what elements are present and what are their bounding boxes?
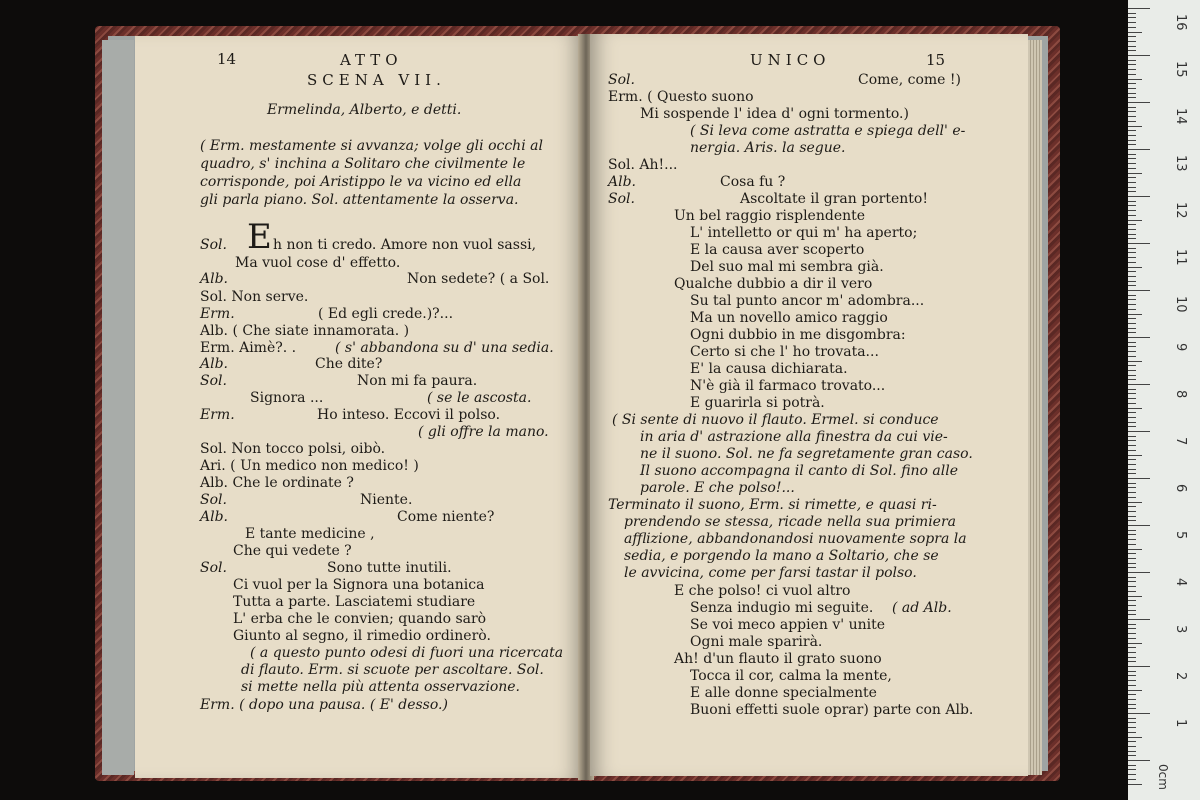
verse-line: Se voi meco appien v' unite <box>690 617 886 633</box>
stage-direction: in aria d' astrazione alla finestra da cui vie- <box>640 429 948 445</box>
speaker-label: Alb. <box>200 509 228 525</box>
ruler-number: 5 <box>1173 531 1188 540</box>
ruler-tick <box>1128 342 1136 343</box>
verse-line: Erm. Aimè?. . <box>200 340 297 356</box>
ruler-tick <box>1128 675 1136 676</box>
drop-cap: E <box>247 217 272 257</box>
ruler-tick <box>1128 502 1142 503</box>
verse-line: Ma vuol cose d' effetto. <box>235 255 401 271</box>
ruler-tick <box>1128 215 1136 216</box>
ruler-tick <box>1128 708 1136 709</box>
stage-direction-line: gli parla piano. Sol. attentamente la osserva. <box>200 192 519 208</box>
verse-line: Mi sospende l' idea d' ogni tormento.) <box>640 106 909 122</box>
ruler-tick <box>1128 412 1136 413</box>
ruler-tick <box>1128 525 1150 526</box>
ruler-tick <box>1128 93 1136 94</box>
ruler-tick <box>1128 356 1136 357</box>
verse-line: Non sedete? ( a Sol. <box>407 271 550 287</box>
ruler-tick <box>1128 116 1136 117</box>
verse-line: Come, come !) <box>858 72 961 88</box>
page-number: 14 <box>217 50 237 68</box>
ruler-tick <box>1128 135 1136 136</box>
ruler-tick <box>1128 614 1136 615</box>
ruler-tick <box>1128 459 1136 460</box>
verse-line: Non mi fa paura. <box>357 373 478 389</box>
verse-line: Su tal punto ancor m' adombra... <box>690 293 925 309</box>
ruler-tick <box>1128 408 1142 409</box>
verse-line: Del suo mal mi sembra già. <box>690 259 884 275</box>
ruler-tick <box>1128 22 1136 23</box>
verse-line: Ogni dubbio in me disgombra: <box>690 327 906 343</box>
ruler-tick <box>1128 652 1136 653</box>
verse-line: Ma un novello amico raggio <box>690 310 888 326</box>
ruler-tick <box>1128 158 1136 159</box>
stage-direction: afflizione, abbandonandosi nuovamente sopra la <box>624 531 967 547</box>
ruler-tick <box>1128 149 1150 150</box>
ruler-tick <box>1128 638 1136 639</box>
ruler-tick <box>1128 591 1136 592</box>
speaker-label: Alb. <box>608 174 636 190</box>
ruler-tick <box>1128 464 1136 465</box>
ruler-tick <box>1128 285 1136 286</box>
ruler-tick <box>1128 281 1136 282</box>
ruler-tick <box>1128 8 1150 9</box>
ruler-tick <box>1128 422 1136 423</box>
verse-line: E' la causa dichiarata. <box>690 361 848 377</box>
verse-line: Ascoltate il gran portento! <box>740 191 928 207</box>
ruler-tick <box>1128 267 1142 268</box>
ruler-tick <box>1128 713 1150 714</box>
ruler-tick <box>1128 130 1136 131</box>
ruler-tick <box>1128 229 1136 230</box>
ruler-tick <box>1128 323 1136 324</box>
ruler-tick <box>1128 205 1136 206</box>
ruler-tick <box>1128 483 1136 484</box>
ruler-tick <box>1128 64 1136 65</box>
scene-title: SCENA VII. <box>307 71 446 89</box>
ruler-tick <box>1128 727 1136 728</box>
ruler-tick <box>1128 624 1136 625</box>
verse-line: Erm. ( Questo suono <box>608 89 754 105</box>
ruler-tick <box>1128 455 1142 456</box>
measurement-ruler <box>1128 0 1200 800</box>
ruler-tick <box>1128 506 1136 507</box>
ruler-tick <box>1128 201 1136 202</box>
ruler-tick <box>1128 746 1136 747</box>
ruler-tick <box>1128 36 1136 37</box>
ruler-tick <box>1128 393 1136 394</box>
ruler-tick <box>1128 337 1150 338</box>
verse-line: Cosa fu ? <box>720 174 786 190</box>
ruler-tick <box>1128 332 1136 333</box>
ruler-tick <box>1128 774 1136 775</box>
ruler-tick <box>1128 530 1136 531</box>
ruler-number: 7 <box>1173 437 1188 446</box>
ruler-number: 15 <box>1173 61 1188 78</box>
ruler-tick <box>1128 473 1136 474</box>
ruler-tick <box>1128 497 1136 498</box>
ruler-tick <box>1128 140 1136 141</box>
ruler-tick <box>1128 102 1150 103</box>
verse-line: Che dite? <box>315 356 383 372</box>
ruler-tick <box>1128 389 1136 390</box>
verse-line: Senza indugio mi seguite. <box>690 600 874 616</box>
verse-line: Niente. <box>360 492 413 508</box>
ruler-tick <box>1128 619 1150 620</box>
ruler-tick <box>1128 581 1136 582</box>
ruler-tick <box>1128 737 1142 738</box>
ruler-tick <box>1128 126 1142 127</box>
ruler-tick <box>1128 351 1136 352</box>
ruler-number: 2 <box>1173 672 1188 681</box>
ruler-tick <box>1128 440 1136 441</box>
speaker-label: Sol. <box>200 560 227 576</box>
verse-line: Sol. Ah!... <box>608 157 678 173</box>
ruler-tick <box>1128 32 1142 33</box>
ruler-tick <box>1128 534 1136 535</box>
ruler-tick <box>1128 628 1136 629</box>
verse-line: Ogni male sparirà. <box>690 634 823 650</box>
speaker-label: Erm. <box>200 306 235 322</box>
ruler-tick <box>1128 685 1136 686</box>
ruler-tick <box>1128 577 1136 578</box>
ruler-tick <box>1128 55 1150 56</box>
ruler-tick <box>1128 328 1136 329</box>
ruler-tick <box>1128 290 1150 291</box>
ruler-tick <box>1128 121 1136 122</box>
ruler-tick <box>1128 314 1142 315</box>
ruler-tick <box>1128 732 1136 733</box>
verse-line: E la causa aver scoperto <box>690 242 865 258</box>
verse-line: E alle donne specialmente <box>690 685 877 701</box>
ruler-tick <box>1128 690 1142 691</box>
stage-direction: ne il suono. Sol. ne fa segretamente gran caso. <box>640 446 973 462</box>
verse-line: L' intelletto or qui m' ha aperto; <box>690 225 918 241</box>
verse-line: Giunto al segno, il rimedio ordinerò. <box>233 628 491 644</box>
ruler-tick <box>1128 299 1136 300</box>
verse-line: Alb. Che le ordinate ? <box>200 475 354 491</box>
ruler-tick <box>1128 144 1136 145</box>
ruler-number: 13 <box>1173 155 1188 172</box>
stage-direction-line: quadro, s' inchina a Solitaro che civilmente le <box>200 156 526 172</box>
ruler-tick <box>1128 224 1136 225</box>
ruler-tick <box>1128 426 1136 427</box>
ruler-tick <box>1128 177 1136 178</box>
ruler-number: 6 <box>1173 484 1188 493</box>
ruler-tick <box>1128 41 1136 42</box>
ruler-number: 4 <box>1173 578 1188 587</box>
verse-line: Tocca il cor, calma la mente, <box>690 668 892 684</box>
ruler-tick <box>1128 544 1136 545</box>
verse-line: Ci vuol per la Signora una botanica <box>233 577 485 593</box>
ruler-tick <box>1128 346 1136 347</box>
ruler-number: 8 <box>1173 390 1188 399</box>
ruler-tick <box>1128 168 1136 169</box>
ruler-tick <box>1128 769 1136 770</box>
speaker-label: Sol. <box>608 191 635 207</box>
ruler-tick <box>1128 633 1136 634</box>
ruler-tick <box>1128 163 1136 164</box>
ruler-number: 14 <box>1173 108 1188 125</box>
ruler-tick <box>1128 765 1136 766</box>
ruler-tick <box>1128 318 1136 319</box>
ruler-tick <box>1128 191 1136 192</box>
ruler-tick <box>1128 361 1142 362</box>
verse-line: E tante medicine , <box>245 526 375 542</box>
ruler-tick <box>1128 375 1136 376</box>
ruler-tick <box>1128 365 1136 366</box>
ruler-tick <box>1128 107 1136 108</box>
ruler-number: 1 <box>1173 719 1188 728</box>
ruler-tick <box>1128 661 1136 662</box>
ruler-tick <box>1128 252 1136 253</box>
scene-characters: Ermelinda, Alberto, e detti. <box>267 102 462 118</box>
ruler-number: 9 <box>1173 343 1188 352</box>
stage-direction: parole. E che polso!... <box>640 480 795 496</box>
stage-direction: Terminato il suono, Erm. si rimette, e quasi ri- <box>608 497 937 513</box>
ruler-tick <box>1128 657 1136 658</box>
stage-direction: di flauto. Erm. si scuote per ascoltare. Sol. <box>241 662 544 678</box>
verse-line: Tutta a parte. Lasciatemi studiare <box>233 594 476 610</box>
ruler-tick <box>1128 154 1136 155</box>
ruler-tick <box>1128 699 1136 700</box>
ruler-tick <box>1128 671 1136 672</box>
verse-line: Un bel raggio risplendente <box>674 208 866 224</box>
speaker-label: Sol. <box>608 72 635 88</box>
ruler-tick <box>1128 666 1150 667</box>
ruler-tick <box>1128 643 1142 644</box>
ruler-tick <box>1128 74 1136 75</box>
ruler-tick <box>1128 97 1136 98</box>
ruler-tick <box>1128 549 1142 550</box>
ruler-tick <box>1128 50 1136 51</box>
ruler-number: 11 <box>1173 249 1188 266</box>
ruler-tick <box>1128 553 1136 554</box>
ruler-tick <box>1128 398 1136 399</box>
ruler-tick <box>1128 511 1136 512</box>
verse-line: N'è già il farmaco trovato... <box>690 378 886 394</box>
ruler-tick <box>1128 784 1142 785</box>
verse-line: L' erba che le convien; quando sarò <box>233 611 487 627</box>
verse-line: ( Ed egli crede.)?... <box>318 306 454 322</box>
ruler-tick <box>1128 379 1136 380</box>
ruler-tick <box>1128 586 1136 587</box>
ruler-tick <box>1128 445 1136 446</box>
verse-line: E guarirla si potrà. <box>690 395 825 411</box>
ruler-tick <box>1128 436 1136 437</box>
ruler-tick <box>1128 187 1136 188</box>
right-page <box>590 34 1028 776</box>
ruler-tick <box>1128 83 1136 84</box>
verse-line: Come niente? <box>397 509 495 525</box>
ruler-tick <box>1128 431 1150 432</box>
ruler-tick <box>1128 60 1136 61</box>
ruler-tick <box>1128 741 1136 742</box>
ruler-tick <box>1128 182 1136 183</box>
ruler-tick <box>1128 384 1150 385</box>
ruler-number: 12 <box>1173 202 1188 219</box>
ruler-tick <box>1128 520 1136 521</box>
ruler-tick <box>1128 694 1136 695</box>
stage-direction: ( s' abbandona su d' una sedia. <box>335 340 554 356</box>
ruler-tick <box>1128 610 1136 611</box>
stage-direction: si mette nella più attenta osservazione. <box>241 679 521 695</box>
ruler-tick <box>1128 572 1150 573</box>
verse-line: Qualche dubbio a dir il vero <box>674 276 873 292</box>
stage-direction: ( ad Alb. <box>892 600 952 616</box>
ruler-tick <box>1128 309 1136 310</box>
verse-line: Signora ... <box>250 390 324 406</box>
ruler-tick <box>1128 69 1136 70</box>
speaker-label: Erm. <box>200 407 235 423</box>
ruler-tick <box>1128 722 1136 723</box>
ruler-tick <box>1128 558 1136 559</box>
ruler-tick <box>1128 539 1136 540</box>
verse-line: Che qui vedete ? <box>233 543 352 559</box>
ruler-tick <box>1128 680 1136 681</box>
ruler-tick <box>1128 248 1136 249</box>
page-header: UNICO <box>750 51 831 69</box>
stage-direction: ( gli offre la mano. <box>418 424 549 440</box>
verse-line: E che polso! ci vuol altro <box>674 583 851 599</box>
ruler-tick <box>1128 596 1142 597</box>
stage-direction: prendendo se stessa, ricade nella sua primiera <box>624 514 957 530</box>
verse-line: Ari. ( Un medico non medico! ) <box>200 458 419 474</box>
verse-line: h non ti credo. Amore non vuol sassi, <box>273 237 537 253</box>
stage-direction: nergia. Aris. la segue. <box>690 140 846 156</box>
verse-line: Buoni effetti suole oprar) parte con Alb. <box>690 702 974 718</box>
ruler-tick <box>1128 403 1136 404</box>
ruler-tick <box>1128 88 1136 89</box>
left-page <box>135 36 582 778</box>
verse-line: Ah! d'un flauto il grato suono <box>674 651 882 667</box>
ruler-tick <box>1128 79 1142 80</box>
stage-direction: le avvicina, come per farsi tastar il polso. <box>624 565 917 581</box>
ruler-tick <box>1128 196 1150 197</box>
page-header: ATTO <box>340 51 403 69</box>
ruler-tick <box>1128 417 1136 418</box>
ruler-unit-label: 0cm <box>1156 764 1170 790</box>
speaker-label: Sol. <box>200 373 227 389</box>
ruler-tick <box>1128 478 1150 479</box>
page-number: 15 <box>926 51 946 69</box>
verse-line: Ho inteso. Eccovi il polso. <box>317 407 501 423</box>
verse-line: Sono tutte inutili. <box>327 560 452 576</box>
ruler-tick <box>1128 469 1136 470</box>
ruler-tick <box>1128 516 1136 517</box>
ruler-tick <box>1128 210 1136 211</box>
ruler-tick <box>1128 487 1136 488</box>
speaker-label: Sol. <box>200 492 227 508</box>
ruler-tick <box>1128 111 1136 112</box>
speaker-label: Alb. <box>200 271 228 287</box>
speaker-label: Sol. <box>200 237 227 253</box>
ruler-tick <box>1128 704 1136 705</box>
ruler-tick <box>1128 257 1136 258</box>
ruler-tick <box>1128 718 1136 719</box>
verse-line: Sol. Non serve. <box>200 289 309 305</box>
stage-direction: ( Si leva come astratta e spiega dell' e- <box>690 123 966 139</box>
ruler-number: 16 <box>1173 14 1188 31</box>
ruler-tick <box>1128 238 1136 239</box>
ruler-tick <box>1128 563 1136 564</box>
ruler-number: 10 <box>1173 296 1188 313</box>
page-edges <box>1028 40 1042 775</box>
ruler-tick <box>1128 600 1136 601</box>
ruler-tick <box>1128 605 1136 606</box>
verse-line: Erm. ( dopo una pausa. ( E' desso.) <box>200 697 448 713</box>
ruler-tick <box>1128 234 1136 235</box>
ruler-tick <box>1128 567 1136 568</box>
stage-direction-line: corrisponde, poi Aristippo le va vicino ed ella <box>200 174 522 190</box>
ruler-tick <box>1128 262 1136 263</box>
ruler-tick <box>1128 276 1136 277</box>
stage-direction: ( Si sente di nuovo il flauto. Ermel. si conduce <box>612 412 939 428</box>
ruler-tick <box>1128 370 1136 371</box>
ruler-tick <box>1128 751 1136 752</box>
verse-line: Sol. Non tocco polsi, oibò. <box>200 441 386 457</box>
ruler-tick <box>1128 13 1136 14</box>
speaker-label: Alb. <box>200 356 228 372</box>
ruler-tick <box>1128 760 1150 761</box>
ruler-tick <box>1128 295 1136 296</box>
ruler-tick <box>1128 46 1136 47</box>
stage-direction: sedia, e porgendo la mano a Soltario, che se <box>624 548 939 564</box>
ruler-tick <box>1128 173 1142 174</box>
ruler-tick <box>1128 450 1136 451</box>
ruler-tick <box>1128 27 1136 28</box>
ruler-number: 3 <box>1173 625 1188 634</box>
ruler-tick <box>1128 17 1136 18</box>
stage-direction: Il suono accompagna il canto di Sol. fino alle <box>640 463 959 479</box>
verse-line: Certo si che l' ho trovata... <box>690 344 879 360</box>
ruler-tick <box>1128 271 1136 272</box>
book-spine-edge <box>102 40 134 775</box>
ruler-tick <box>1128 779 1136 780</box>
ruler-tick <box>1128 647 1136 648</box>
ruler-tick <box>1128 304 1136 305</box>
ruler-tick <box>1128 220 1142 221</box>
stage-direction: ( a questo punto odesi di fuori una ricercata <box>250 645 564 661</box>
verse-line: Alb. ( Che siate innamorata. ) <box>200 323 410 339</box>
stage-direction-line: ( Erm. mestamente si avvanza; volge gli occhi al <box>200 138 543 154</box>
ruler-tick <box>1128 243 1150 244</box>
ruler-tick <box>1128 492 1136 493</box>
stage-direction: ( se le ascosta. <box>427 390 532 406</box>
ruler-tick <box>1128 755 1136 756</box>
